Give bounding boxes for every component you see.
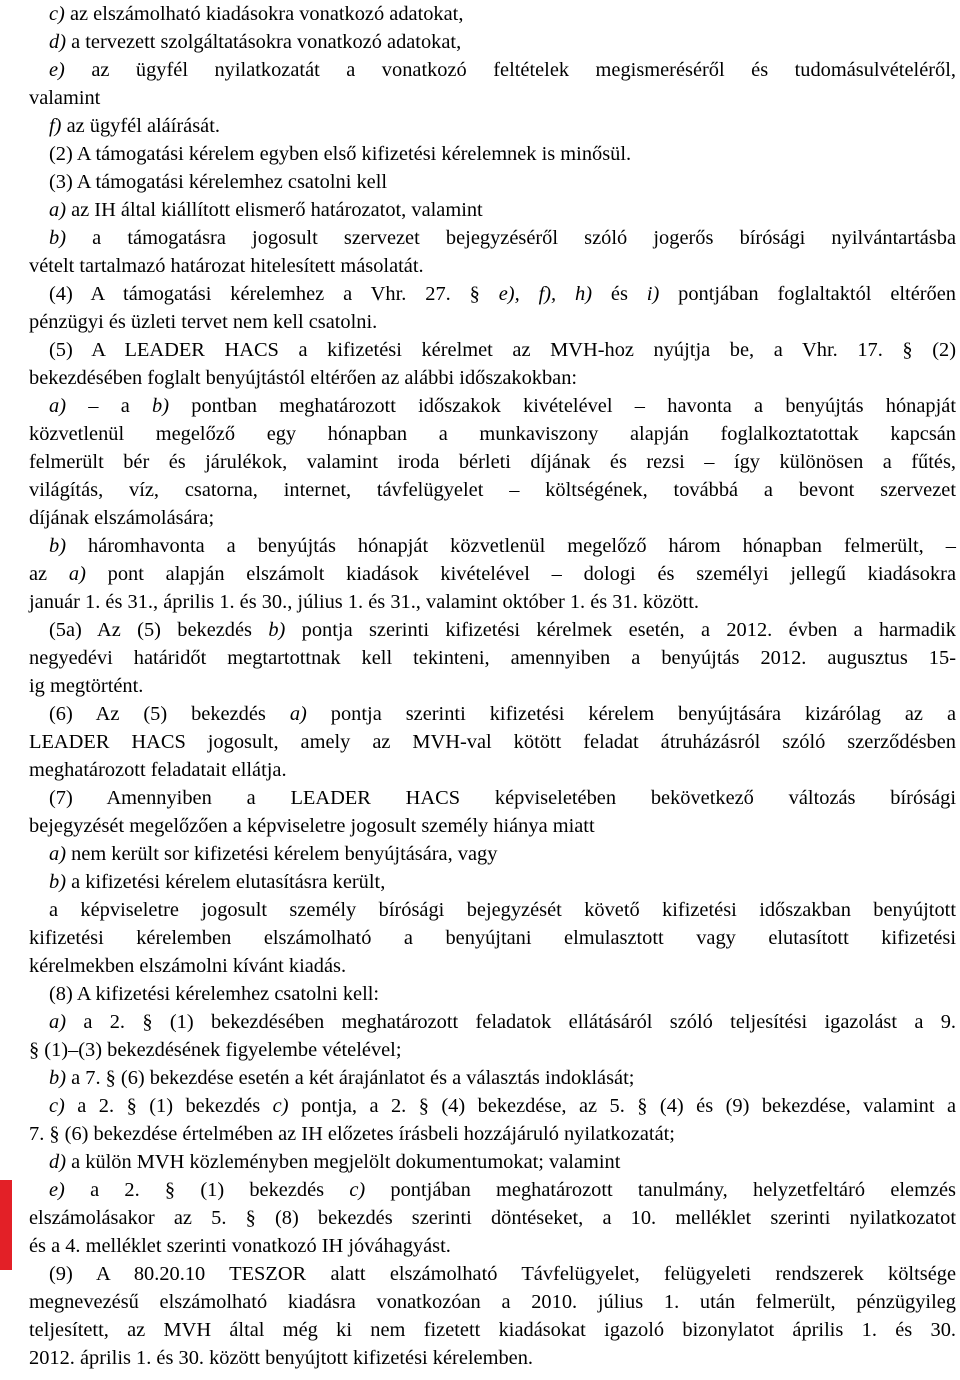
text-run: 2012. április 1. és 30. között benyújtott kifizetési kérelemben. xyxy=(29,1347,533,1369)
text-run: pontjában foglaltaktól eltérően xyxy=(659,283,956,305)
italic-text: b) xyxy=(49,871,66,893)
text-line xyxy=(29,196,956,224)
text-run: a 2. § (1) bekezdés xyxy=(64,1095,273,1117)
text-run: (5) A LEADER HACS a kifizetési kérelmet az MVH-hoz nyújtja be, a Vhr. 17. § (2) xyxy=(49,339,956,361)
text-line xyxy=(29,1120,956,1148)
text-line xyxy=(29,308,956,336)
text-line xyxy=(29,420,956,448)
text-run: az xyxy=(29,563,69,585)
text-run: pontjában meghatározott tanulmány, helyzetfeltáró elemzés xyxy=(365,1179,956,1201)
text-line xyxy=(29,112,956,140)
text-run: az elszámolható kiadásokra vonatkozó adatokat, xyxy=(64,3,464,25)
text-run: meghatározott feladatait ellátja. xyxy=(29,759,287,781)
text-run: kifizetési kérelemben elszámolható a benyújtani elmulasztott vagy elutasított kifizetési xyxy=(29,927,956,949)
text-run: nem került sor kifizetési kérelem benyújtására, vagy xyxy=(66,843,498,865)
text-line xyxy=(29,1008,956,1036)
text-line xyxy=(29,1316,956,1344)
text-run: díjának elszámolására; xyxy=(29,507,215,529)
text-run: pontja szerinti kifizetési kérelem benyújtására kizárólag az a xyxy=(306,703,956,725)
italic-text: a) xyxy=(49,1011,66,1033)
text-line xyxy=(29,1204,956,1232)
text-line xyxy=(29,1148,956,1176)
text-line xyxy=(29,924,956,952)
text-line xyxy=(29,840,956,868)
italic-text: c) xyxy=(49,3,65,25)
italic-text: a) xyxy=(289,703,307,725)
text-line xyxy=(29,168,956,196)
text-run: (9) A 80.20.10 TESZOR alatt elszámolható Távfelügyelet, felügyeleti rendszerek költsége xyxy=(49,1263,956,1285)
text-run: (3) A támogatási kérelemhez csatolni kell xyxy=(49,171,388,193)
text-run: – a xyxy=(66,395,153,417)
text-line xyxy=(29,476,956,504)
text-line xyxy=(29,280,956,308)
text-run: az ügyfél aláírását. xyxy=(61,115,220,137)
text-run: bejegyzését megelőzően a képviseletre jogosult személy hiánya miatt xyxy=(29,815,595,837)
text-line xyxy=(29,728,956,756)
text-line xyxy=(29,952,956,980)
italic-text: c) xyxy=(349,1179,366,1201)
text-line xyxy=(29,784,956,812)
text-line xyxy=(29,616,956,644)
text-run: háromhavonta a benyújtás hónapját közvetlenül megelőző három hónapban felmerült, – xyxy=(66,535,956,557)
text-run: a képviseletre jogosult személy bírósági bejegyzését követő kifizetési időszakban benyújtott xyxy=(49,899,956,921)
text-run: (6) Az (5) bekezdés xyxy=(49,703,290,725)
text-line xyxy=(29,560,956,588)
text-run: vételt tartalmazó határozat hitelesített másolatát. xyxy=(29,255,424,277)
text-run: (7) Amennyiben a LEADER HACS képviseletében bekövetkező változás bírósági xyxy=(49,787,956,809)
text-run: a kifizetési kérelem elutasításra került, xyxy=(66,871,386,893)
text-line xyxy=(29,1036,956,1064)
text-run: a 2. § (1) bekezdés xyxy=(64,1179,350,1201)
text-run: az IH által kiállított elismerő határozatot, valamint xyxy=(66,199,483,221)
text-line xyxy=(29,896,956,924)
text-line xyxy=(29,224,956,252)
text-run: bekezdésében foglalt benyújtástól eltérően az alábbi időszakokban: xyxy=(29,367,578,389)
text-line xyxy=(29,252,956,280)
text-line xyxy=(29,1064,956,1092)
italic-text: a) xyxy=(68,563,86,585)
text-run: és a 4. melléklet szerinti vonatkozó IH jóváhagyást. xyxy=(29,1235,451,1257)
text-run: az ügyfél nyilatkozatát a vonatkozó feltételek megismeréséről és tudomásulvételéről, xyxy=(64,59,956,81)
text-line xyxy=(29,980,956,1008)
text-line xyxy=(29,756,956,784)
italic-text: b) xyxy=(268,619,286,641)
italic-text: b) xyxy=(49,535,66,557)
text-run: megnevezésű elszámolható kiadásra vonatkozóan a 2010. július 1. után felmerült, pénzügyileg xyxy=(29,1291,956,1313)
text-line xyxy=(29,532,956,560)
text-run: negyedévi határidőt megtartottnak kell tekinteni, amennyiben a benyújtás 2012. augusztus 15- xyxy=(29,647,956,669)
italic-text: a) xyxy=(49,395,66,417)
text-line xyxy=(29,56,956,84)
italic-text: d) xyxy=(49,1151,66,1173)
text-line xyxy=(29,140,956,168)
italic-text: e) xyxy=(49,1179,65,1201)
text-run: pontja szerinti kifizetési kérelmek esetén, a 2012. évben a harmadik xyxy=(285,619,956,641)
text-run: (8) A kifizetési kérelemhez csatolni kell: xyxy=(49,983,380,1005)
text-line xyxy=(29,504,956,532)
italic-text: e) xyxy=(49,59,65,81)
text-run: § (1)–(3) bekezdésének figyelembe vételével; xyxy=(29,1039,402,1061)
text-run: valamint xyxy=(29,87,101,109)
text-run: a 2. § (1) bekezdésében meghatározott feladatok ellátásáról szóló teljesítési igazolást a 9. xyxy=(66,1011,956,1033)
text-run: pontja, a 2. § (4) bekezdése, az 5. § (4) és (9) bekezdése, valamint a xyxy=(288,1095,957,1117)
text-line xyxy=(29,588,956,616)
text-line xyxy=(29,28,956,56)
italic-text: b) xyxy=(49,227,66,249)
italic-text: c) xyxy=(272,1095,289,1117)
text-run: ig megtörtént. xyxy=(29,675,144,697)
text-line xyxy=(29,392,956,420)
text-run: (4) A támogatási kérelemhez a Vhr. 27. § xyxy=(49,283,499,305)
italic-text: d) xyxy=(49,31,66,53)
text-run: 7. § (6) bekezdése értelmében az IH előzetes írásbeli hozzájáruló nyilatkozatát; xyxy=(29,1123,675,1145)
italic-text: a) xyxy=(49,843,66,865)
change-marker-bar xyxy=(0,1180,12,1270)
italic-text: a) xyxy=(49,199,66,221)
text-line xyxy=(29,364,956,392)
text-line xyxy=(29,868,956,896)
text-line xyxy=(29,700,956,728)
text-line xyxy=(29,1260,956,1288)
text-run: a 7. § (6) bekezdése esetén a két árajánlatot és a választás indoklását; xyxy=(66,1067,635,1089)
text-run: (2) A támogatási kérelem egyben első kifizetési kérelemnek is minősül. xyxy=(49,143,632,165)
italic-text: b) xyxy=(49,1067,66,1089)
text-line xyxy=(29,1176,956,1204)
text-run: felmerült bér és járulékok, valamint iroda bérleti díjának és rezsi – így különösen a fűtés, xyxy=(29,451,956,473)
italic-text: f) xyxy=(49,115,62,137)
text-line xyxy=(29,336,956,364)
text-line xyxy=(29,1092,956,1120)
text-run: elszámolásakor az 5. § (8) bekezdés szerinti döntéseket, a 10. melléklet szerinti nyilatkozatot xyxy=(29,1207,956,1229)
italic-text: c) xyxy=(49,1095,65,1117)
text-line xyxy=(29,448,956,476)
text-line xyxy=(29,84,956,112)
italic-text: i) xyxy=(646,283,660,305)
text-line xyxy=(29,1232,956,1260)
text-run: pont alapján elszámolt kiadások kivételével – dologi és személyi jellegű kiadásokra xyxy=(85,563,957,585)
text-run: (5a) Az (5) bekezdés xyxy=(49,619,269,641)
text-run: közvetlenül megelőző egy hónapban a munkaviszony alapján foglalkoztatottak kapcsán xyxy=(29,423,956,445)
text-run: január 1. és 31., április 1. és 30., július 1. és 31., valamint október 1. és 31. között. xyxy=(29,591,699,613)
text-run: és xyxy=(592,283,647,305)
text-run: LEADER HACS jogosult, amely az MVH-val kötött feladat átruházásról szóló szerződésben xyxy=(29,731,956,753)
text-line xyxy=(29,812,956,840)
text-line xyxy=(29,672,956,700)
text-line xyxy=(29,644,956,672)
text-line xyxy=(29,0,956,28)
text-run: kérelmekben elszámolni kívánt kiadás. xyxy=(29,955,347,977)
text-line xyxy=(29,1344,956,1372)
text-run: világítás, víz, csatorna, internet, távfelügyelet – költségének, továbbá a bevont szervezet xyxy=(29,479,956,501)
italic-text: e), f), h) xyxy=(498,283,592,305)
text-run: teljesített, az MVH által még ki nem fizetett kiadásokat igazoló bizonylatot április 1. és 30. xyxy=(29,1319,956,1341)
italic-text: b) xyxy=(152,395,170,417)
text-line xyxy=(29,1288,956,1316)
text-run: a külön MVH közleményben megjelölt dokumentumokat; valamint xyxy=(66,1151,621,1173)
text-run: a támogatásra jogosult szervezet bejegyzéséről szóló jogerős bírósági nyilvántartásba xyxy=(66,227,956,249)
text-run: pontban meghatározott időszakok kivételével – havonta a benyújtás hónapját xyxy=(169,395,956,417)
text-run: a tervezett szolgáltatásokra vonatkozó adatokat, xyxy=(66,31,462,53)
text-run: pénzügyi és üzleti tervet nem kell csatolni. xyxy=(29,311,378,333)
